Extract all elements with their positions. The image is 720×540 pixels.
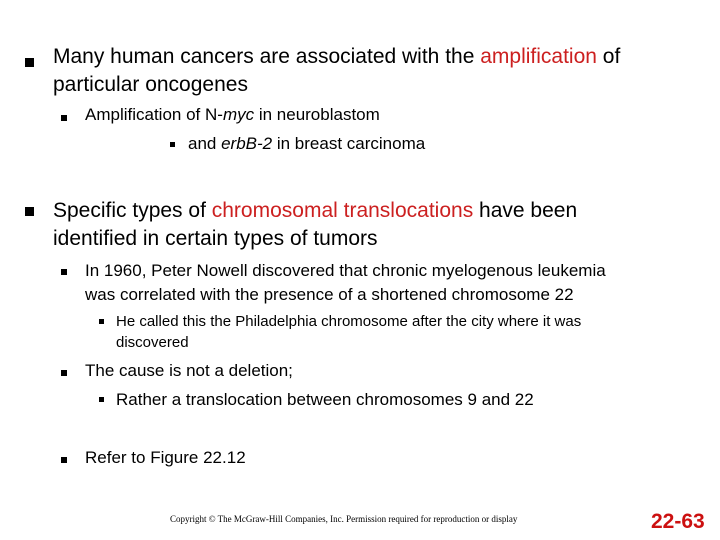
bullet-marker [61, 457, 67, 463]
sub-sub-bullet-erbb2 [188, 133, 425, 154]
page-number: 22-63 [651, 510, 705, 533]
sub-bullet-figure-reference: Refer to Figure 22.12 [85, 448, 246, 467]
detail-philadelphia-line-2: discovered [116, 334, 189, 351]
sub-bullet-text: Amplification of N- [85, 105, 223, 124]
detail-philadelphia-line-1: He called this the Philadelphia chromosome after the city where it was [116, 313, 582, 330]
bullet-marker [25, 58, 34, 67]
bullet-marker [61, 370, 67, 376]
bullet-1-text-end: of [596, 45, 621, 68]
gene-name-erbb2: erbB-2 [221, 134, 273, 153]
bullet-2-line-2: identified in certain types of tumors [53, 227, 378, 250]
bullet-1-line-1 [53, 44, 620, 69]
bullet-1-line-2: particular oncogenes [53, 73, 248, 96]
highlight-chromosomal-translocations: chromosomal translocations [211, 199, 474, 222]
sub-bullet-text: and [188, 134, 222, 153]
detail-translocation: Rather a translocation between chromosomes 9 and 22 [116, 390, 534, 409]
sub-bullet-nowell-line-2: was correlated with the presence of a shortened chromosome 22 [85, 285, 574, 304]
bullet-1-text: Many human cancers are associated with the [53, 45, 481, 68]
bullet-2-line-1 [53, 198, 577, 223]
sub-bullet-text-end: in neuroblastom [254, 105, 380, 124]
bullet-marker [99, 397, 104, 402]
copyright-notice: Copyright © The McGraw-Hill Companies, Inc. Permission required for reproduction or display [170, 514, 518, 524]
sub-bullet-nowell-line-1: In 1960, Peter Nowell discovered that chronic myelogenous leukemia [85, 261, 606, 280]
bullet-marker [170, 142, 175, 147]
sub-bullet-not-deletion: The cause is not a deletion; [85, 361, 293, 380]
bullet-marker [25, 207, 34, 216]
highlight-amplification: amplification [480, 45, 597, 68]
sub-bullet-nmyc [85, 104, 380, 125]
bullet-marker [99, 319, 104, 324]
bullet-2-text: Specific types of [53, 199, 212, 222]
gene-name-myc: myc [222, 105, 255, 124]
sub-bullet-text-end: in breast carcinoma [272, 134, 426, 153]
bullet-2-text-end: have been [473, 199, 578, 222]
bullet-marker [61, 115, 67, 121]
bullet-marker [61, 269, 67, 275]
